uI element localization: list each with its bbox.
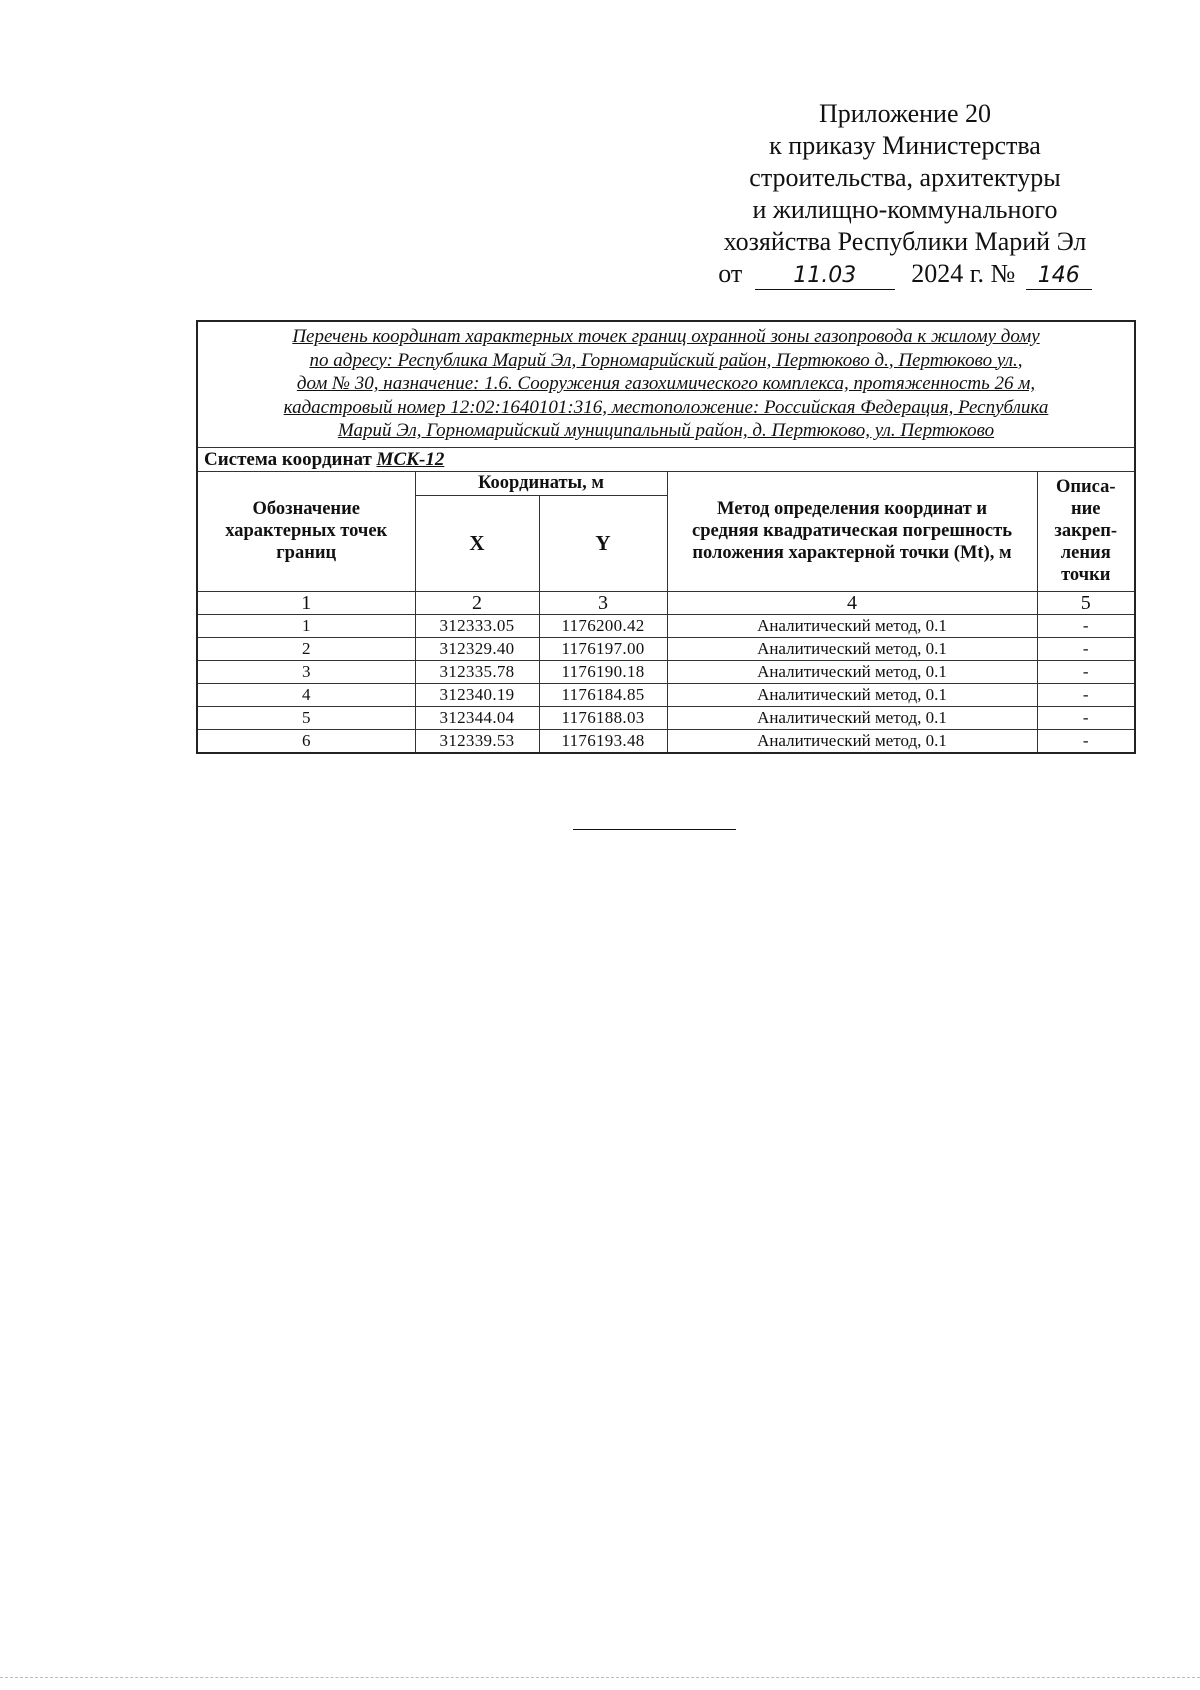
method-cell: Аналитический метод, 0.1 [667,660,1037,683]
appendix-ministry-line-3: хозяйства Республики Марий Эл [723,227,1087,256]
x-cell: 312340.19 [415,683,539,706]
description-cell: - [1037,729,1135,753]
table-row [197,637,1135,660]
header-y: Y [539,495,667,591]
coordinate-system-row [197,447,1135,471]
column-number: 1 [197,591,415,614]
x-cell: 312344.04 [415,706,539,729]
appendix-title: Приложение 20 [818,99,992,128]
method-cell: Аналитический метод, 0.1 [667,637,1037,660]
y-cell: 1176193.48 [539,729,667,753]
point-cell: 6 [197,729,415,753]
table-row [197,706,1135,729]
scan-edge-line [0,1677,1200,1678]
description-cell: - [1037,706,1135,729]
handwritten-date: 11.03 [755,263,895,290]
point-cell: 5 [197,706,415,729]
y-cell: 1176184.85 [539,683,667,706]
from-label: от [718,259,743,288]
description-cell: - [1037,614,1135,637]
header-description-line: ления [1060,543,1111,563]
description-cell: - [1037,637,1135,660]
header-description-line: Описа- [1055,477,1116,497]
caption-row [197,321,1135,447]
table-row [197,614,1135,637]
description-cell: - [1037,660,1135,683]
caption-line: Перечень координат характерных точек границ охранной зоны газопровода к жилому дому [292,326,1040,347]
x-cell: 312335.78 [415,660,539,683]
column-number: 5 [1037,591,1135,614]
point-cell: 2 [197,637,415,660]
coordinate-system [197,447,1135,471]
coordinates-table [196,320,1136,754]
y-cell: 1176197.00 [539,637,667,660]
header-point: Обозначение характерных точек границ [197,471,415,591]
table-row [197,660,1135,683]
end-of-document-rule [573,829,736,830]
x-cell: 312333.05 [415,614,539,637]
y-cell: 1176190.18 [539,660,667,683]
header-row-1 [197,471,1135,495]
x-cell: 312339.53 [415,729,539,753]
column-number: 4 [667,591,1037,614]
y-cell: 1176200.42 [539,614,667,637]
description-cell: - [1037,683,1135,706]
caption-line: Марий Эл, Горномарийский муниципальный район, д. Пертюково, ул. Пертюково [337,420,995,441]
coordinate-system-name: МСК-12 [376,448,445,470]
x-cell: 312329.40 [415,637,539,660]
caption-line: дом № 30, назначение: 1.6. Сооружения газохимического комплекса, протяженность 26 м, [296,373,1036,394]
caption-line: по адресу: Республика Марий Эл, Горномарийский район, Пертюково д., Пертюково ул., [309,349,1023,371]
header-description [1037,471,1135,591]
table-row [197,729,1135,753]
appendix-ministry-line-1: строительства, архитектуры [749,163,1061,192]
handwritten-number: 146 [1026,263,1092,290]
header-x: X [415,495,539,591]
appendix-order-line: к приказу Министерства [769,131,1041,160]
appendix-ministry-line-2: и жилищно-коммунального [752,195,1058,224]
coordinate-system-label: Система координат [204,448,372,470]
year-number-label: 2024 г. № [911,259,1016,288]
y-cell: 1176188.03 [539,706,667,729]
header-coordinates: Координаты, м [415,471,667,495]
caption-line: кадастровый номер 12:02:1640101:316, местоположение: Российская Федерация, Республика [283,396,1049,418]
point-cell: 4 [197,683,415,706]
method-cell: Аналитический метод, 0.1 [667,706,1037,729]
method-cell: Аналитический метод, 0.1 [667,614,1037,637]
point-cell: 3 [197,660,415,683]
method-cell: Аналитический метод, 0.1 [667,683,1037,706]
header-description-line: точки [1061,565,1111,585]
point-cell: 1 [197,614,415,637]
appendix-header [690,98,1120,290]
table-caption [197,321,1135,447]
column-number: 3 [539,591,667,614]
column-number: 2 [415,591,539,614]
header-description-line: закреп- [1054,521,1118,541]
appendix-date-line [690,258,1120,290]
table-row [197,683,1135,706]
column-number-row [197,591,1135,614]
header-description-line: ние [1070,499,1101,519]
method-cell: Аналитический метод, 0.1 [667,729,1037,753]
header-method: Метод определения координат и средняя квадратическая погрешность положения характерной точки (Mt), м [667,471,1037,591]
